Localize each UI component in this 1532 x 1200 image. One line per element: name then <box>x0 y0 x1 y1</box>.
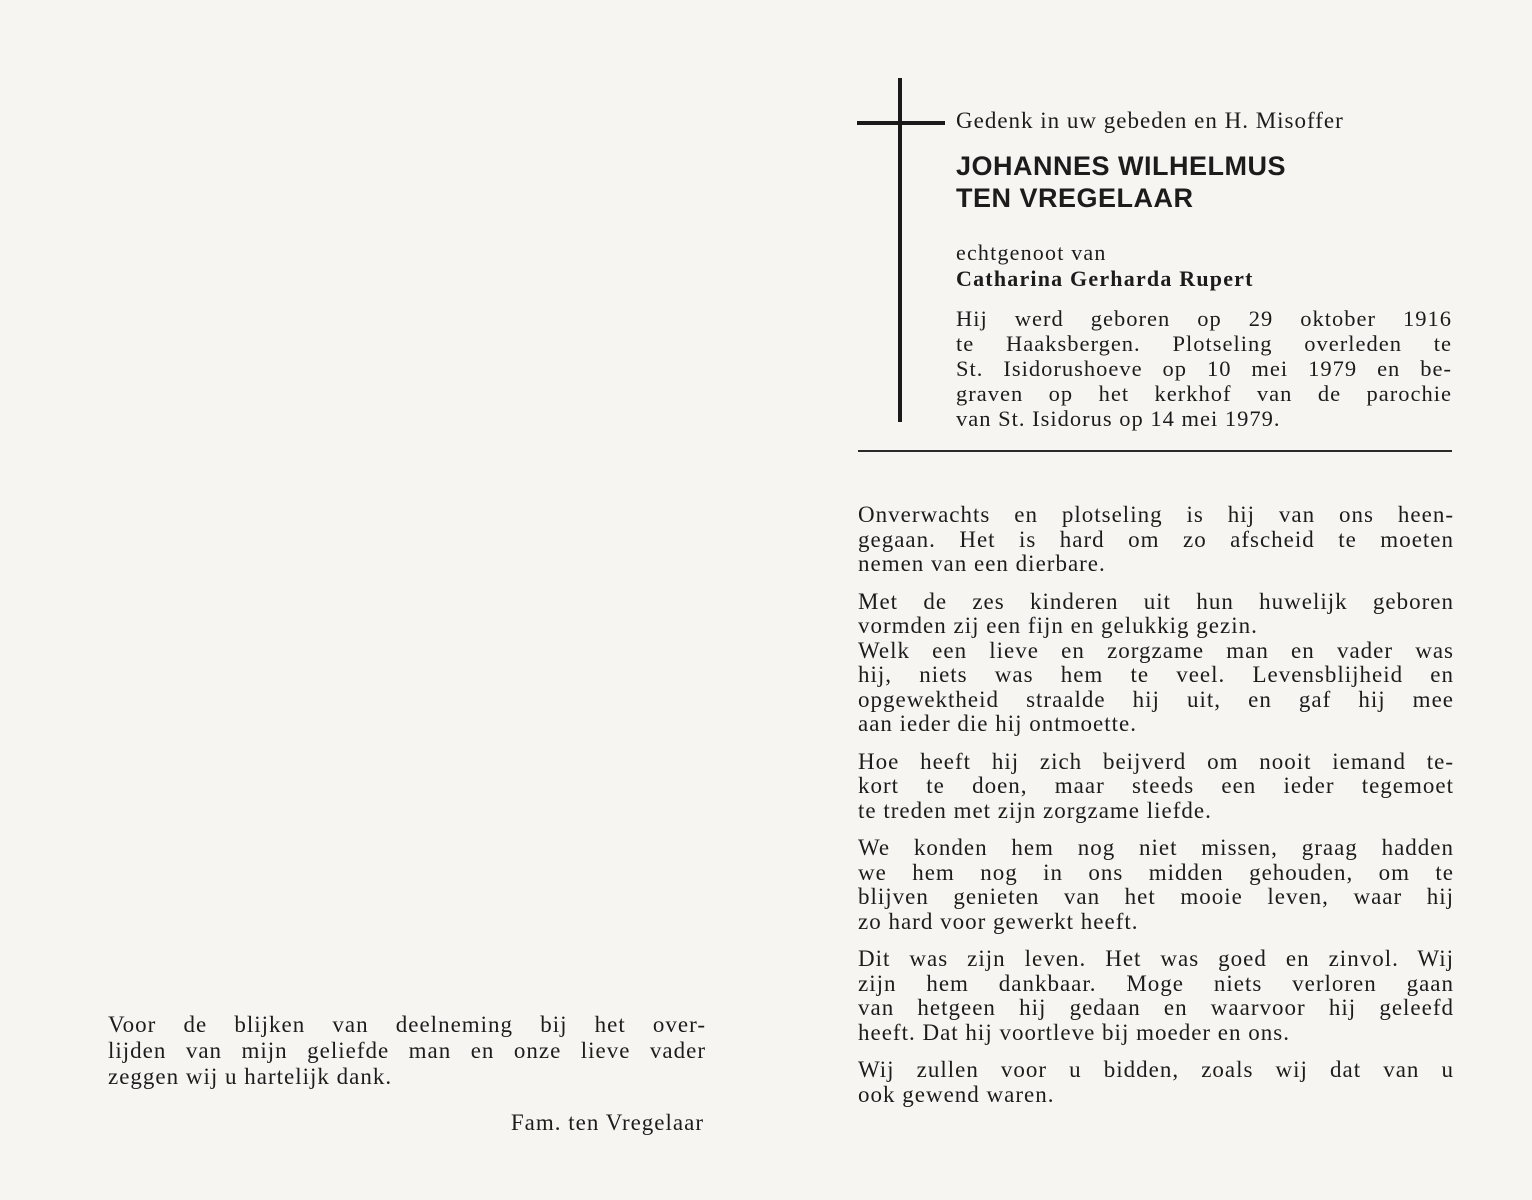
name-line: JOHANNES WILHELMUS <box>956 151 1287 181</box>
bio-line: Hij werd geboren op 29 oktober 1916 <box>956 306 1452 331</box>
thanks-line: zeggen wij u hartelijk dank. <box>108 1064 393 1089</box>
text-line: Hoe heeft hij zich beijverd om nooit iemand te- <box>858 748 1454 774</box>
text-line: Wij zullen voor u bidden, zoals wij dat van u <box>858 1057 1454 1082</box>
paragraph <box>858 503 1454 577</box>
header-block <box>956 106 1456 431</box>
bio-text <box>956 306 1452 431</box>
thanks-line: Voor de blijken van deelneming bij het over- <box>108 1012 706 1037</box>
invocation: Gedenk in uw gebeden en H. Misoffer <box>956 108 1344 133</box>
text-line: van hetgeen hij gedaan en waarvoor hij geleefd <box>858 995 1454 1020</box>
text-line: zijn hem dankbaar. Moge niets verloren gaan <box>858 970 1454 996</box>
paragraph <box>858 750 1454 824</box>
paragraph <box>858 836 1454 934</box>
bio-line: graven op het kerkhof van de parochie <box>956 381 1452 406</box>
text-line: Met de zes kinderen uit hun huwelijk geboren <box>858 588 1454 614</box>
bio-line: St. Isidorushoeve op 10 mei 1979 en be- <box>956 356 1452 381</box>
text-line: we hem nog in ons midden gehouden, om te <box>858 859 1454 885</box>
text-line: vormden zij een fijn en gelukkig gezin. <box>858 613 1258 638</box>
text-line: nemen van een dierbare. <box>858 551 1106 576</box>
text-line: Onverwachts en plotseling is hij van ons heen- <box>858 502 1454 527</box>
spouse-name: Catharina Gerharda Rupert <box>956 266 1254 291</box>
text-line: Welk een lieve en zorgzame man en vader was <box>858 637 1454 663</box>
text-line: opgewektheid straalde hij uit, en gaf hij mee <box>858 686 1454 712</box>
text-line: gegaan. Het is hard om zo afscheid te moeten <box>858 526 1454 552</box>
text-line: ook gewend waren. <box>858 1081 1055 1107</box>
text-line: Dit was zijn leven. Het was goed en zinvol. Wij <box>858 946 1454 971</box>
paragraph <box>858 1058 1454 1107</box>
text-line: zo hard voor gewerkt heeft. <box>858 908 1139 934</box>
paragraph <box>858 947 1454 1045</box>
eulogy-text <box>858 503 1454 1120</box>
text-line: aan ieder die hij ontmoette. <box>858 711 1137 736</box>
deceased-name <box>956 150 1456 214</box>
bio-line: te Haaksbergen. Plotseling overleden te <box>956 331 1452 356</box>
spouse-prefix: echtgenoot van <box>956 240 1107 265</box>
name-line: TEN VREGELAAR <box>956 183 1194 213</box>
signature: Fam. ten Vregelaar <box>510 1110 704 1135</box>
thanks-text <box>108 1012 706 1090</box>
text-line: blijven genieten van het mooie leven, waar hij <box>858 884 1454 909</box>
paragraph <box>858 590 1454 737</box>
text-line: We konden hem nog niet missen, graag hadden <box>858 835 1454 860</box>
text-line: kort te doen, maar steeds een ieder tegemoet <box>858 773 1454 798</box>
cross-icon-vertical <box>898 78 902 422</box>
text-line: hij, niets was hem te veel. Levensblijheid en <box>858 662 1454 687</box>
text-line: heeft. Dat hij voortleve bij moeder en ons. <box>858 1019 1290 1045</box>
thanks-line: lijden van mijn geliefde man en onze lieve vader <box>108 1038 706 1063</box>
cross-icon-horizontal <box>857 121 945 125</box>
divider <box>858 450 1452 452</box>
text-line: te treden met zijn zorgzame liefde. <box>858 797 1212 823</box>
bio-line: van St. Isidorus op 14 mei 1979. <box>956 406 1281 431</box>
